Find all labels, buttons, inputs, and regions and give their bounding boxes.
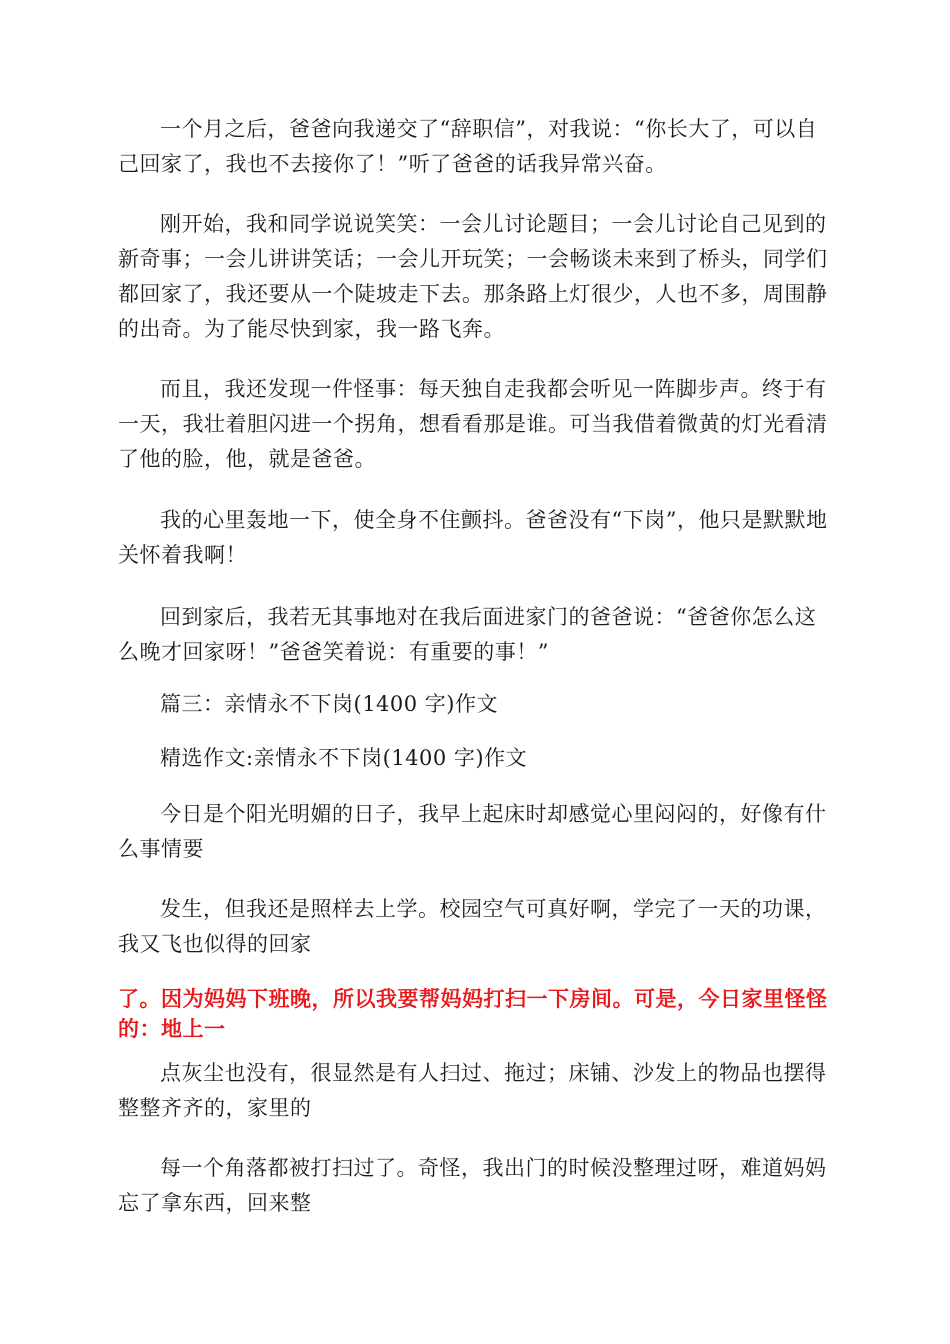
paragraph-4: 我的心里轰地一下，使全身不住颤抖。爸爸没有“下岗”，他只是默默地关怀着我啊！ (118, 508, 828, 567)
section-subtitle: 精选作文:亲情永不下岗(1400 字)作文 (160, 746, 528, 770)
paragraph-6: 今日是个阳光明媚的日子，我早上起床时却感觉心里闷闷的，好像有什么事情要 (118, 802, 827, 861)
paragraph-9: 每一个角落都被打扫过了。奇怪，我出门的时候没整理过呀，难道妈妈忘了拿东西，回来整 (118, 1156, 827, 1215)
paragraph-2: 刚开始，我和同学说说笑笑：一会儿讨论题目；一会儿讨论自己见到的新奇事；一会儿讲讲笑话；一会儿开玩笑；一会畅谈未来到了桥头，同学们都回家了，我还要从一个陡坡走下去。那条路上灯很少，人也不多，周围静的出奇。为了能尽快到家，我一路飞奔。 (118, 212, 828, 341)
paragraph-7: 发生，但我还是照样去上学。校园空气可真好啊，学完了一天的功课，我又飞也似得的回家 (118, 897, 827, 956)
paragraph-1: 一个月之后，爸爸向我递交了“辞职信”，对我说：“你长大了，可以自己回家了，我也不去接你了！”听了爸爸的话我异常兴奋。 (118, 117, 818, 176)
paragraph-3: 而且，我还发现一件怪事：每天独自走我都会听见一阵脚步声。终于有一天，我壮着胆闪进一个拐角，想看看那是谁。可当我借着微黄的灯光看清了他的脸，他，就是爸爸。 (118, 377, 828, 471)
paragraph-5: 回到家后，我若无其事地对在我后面进家门的爸爸说：“爸爸你怎么这么晚才回家呀！”爸爸笑着说：有重要的事！” (118, 605, 817, 664)
section-title: 篇三：亲情永不下岗(1400 字)作文 (160, 692, 499, 716)
highlighted-paragraph: 了。因为妈妈下班晚，所以我要帮妈妈打扫一下房间。可是，今日家里怪怪的：地上一 (118, 987, 828, 1041)
paragraph-8: 点灰尘也没有，很显然是有人扫过、拖过；床铺、沙发上的物品也摆得整整齐齐的，家里的 (118, 1061, 827, 1120)
